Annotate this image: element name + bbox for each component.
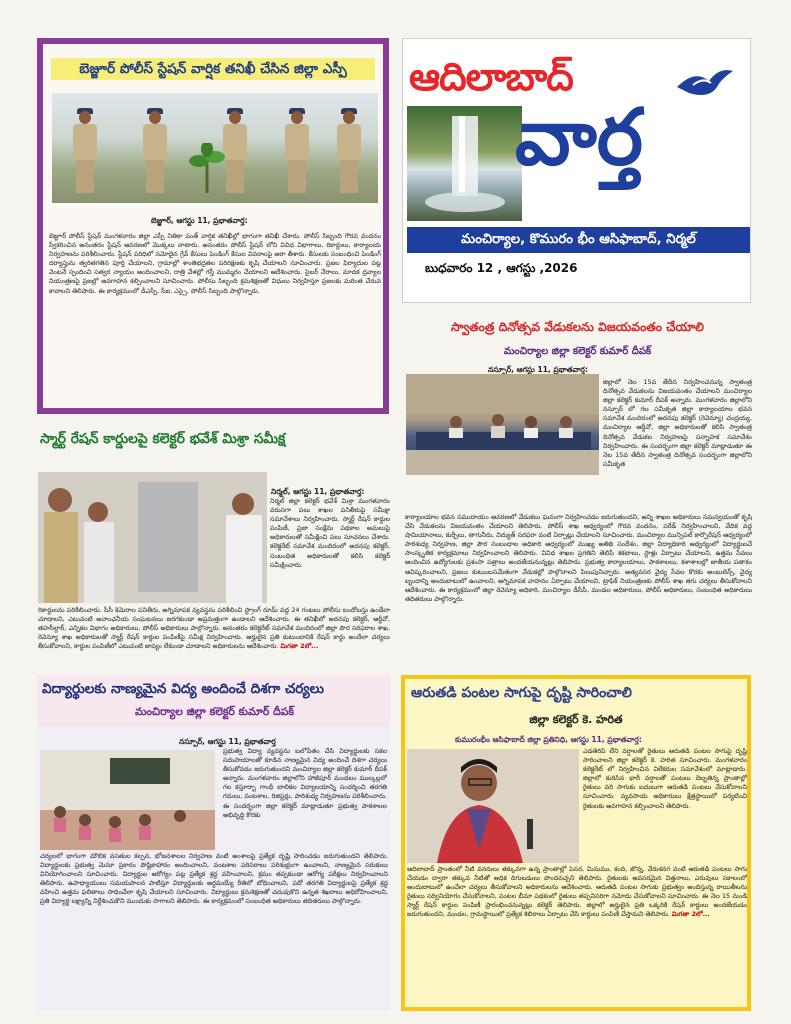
districts-band: [407, 227, 750, 253]
article-police-station: [37, 38, 389, 414]
headline: స్మార్ట్ రేషన్ కార్డులపై కలెక్టర్ భవేశ్ మిశ్రా సమీక్ష: [40, 431, 286, 447]
dateline: కుమురంభీం ఆసిఫాబాద్ జిల్లా ప్రతినిధి, ఆగస్టు 11, ప్రభాతవార్త:: [455, 735, 642, 744]
headline-banner: [51, 58, 375, 80]
officer-figure: [334, 111, 364, 193]
classroom-scene-icon: [40, 750, 215, 850]
collector-portrait-icon: [407, 749, 579, 863]
meeting-scene-icon: [406, 374, 599, 475]
dateline: నిర్మల్, ఆగస్టు 11, ప్రభాతవార్త:: [271, 487, 365, 496]
article-body-intro: ఎడతెరిపి లేని వర్షాలతో రైతులు ఆరుతడి పంటల సాగుపై దృష్టి సారించాలని జిల్లా కలెక్టర్ కె. హరిత సూచించారు. మంగళవారం కలెక్టరేట్ లో నిర్వహించిన విలేకరుల సమావేశంలో మాట్లాడారు. జిల్లాలో కురిసిన భారీ వర్షాలతో పంటలు దెబ్బతిన్న ప్రాంతాల్లో రైతులు వరి సాగుకు బదులుగా ఆరుతడి పంటలు వేసుకోవాలని సూచించారు. వ్యవసాయ అధికారులు క్షేత్రస్థాయిలో పర్యటించి రైతులకు అవగాహన కల్పించాలని తెలిపారు.: [583, 747, 747, 810]
headline: బెజ్జూర్ పోలీస్ స్టేషన్ వార్షిక తనిఖీ చేసిన జిల్లా ఎస్పీ: [79, 61, 347, 77]
dateline: నస్పూర్, ఆగస్టు 11, ప్రభాతవార్త: [179, 737, 276, 746]
article-body: [407, 865, 747, 1010]
article-body-text: ఆదిలాబాద్ ప్రాంతంలో నీటి వనరులు తక్కువగా ఉన్న ప్రాంతాల్లో పెసర, మినుము, కంది, జొన్న, వేరుశనగ వంటి ఆరుతడి పంటలు సాగు చేయడం ద్వారా తక్కువ నీటితో అధిక దిగుబడులు పొందవచ్చని తెలిపారు. రైతులకు అవసరమైన విత్తనాలు, ఎరువులు సకాలంలో అందుబాటులో ఉంచేలా చర్యలు తీసుకోవాలని అధికారులను ఆదేశించారు. ఆరుతడి పంటల సాగుకు ప్రభుత్వం అందిస్తున్న రాయితీలను రైతులు సద్వినియోగం చేసుకోవాలని, పంటల బీమా పథకంలో రైతులు తప్పనిసరిగా నమోదు చేసుకోవాలని సూచించారు. ఈ నెల 15 నుండి స్మార్ట్ రేషన్ కార్డుల పంపిణీ ప్రారంభించనున్నట్లు కలెక్టర్ తెలిపారు. జిల్లాలో అర్హులైన ప్రతి ఒక్కరికి రేషన్ కార్డులు అందజేయడం జరుగుతుందని, మండల, గ్రామస్థాయిలో ప్రత్యేక శిబిరాలు ఏర్పాటు చేసి కార్డులు పంపిణీ చేస్తామని తెలిపారు.: [407, 865, 747, 919]
article-crops: [401, 675, 751, 1011]
continued-link[interactable]: మిగతా 2లో...: [671, 910, 710, 919]
masthead-varta: వార్త: [515, 93, 643, 183]
article-body-intro: నిర్మల్ జిల్లా కలెక్టర్ భవేశ్ మిశ్రా మంగళవారం వరుసగా పలు శాఖల పనితీరుపై సమీక్షా సమావేశాలు నిర్వహించారు. స్మార్ట్ రేషన్ కార్డుల పంపిణీ, ప్రజా సంక్షేమ పథకాల అమలుపై అధికారులతో సమీక్షించి పలు సూచనలు చేశారు. కలెక్టరేట్ సమావేశ మందిరంలో అదనపు కలెక్టర్, సంబంధిత అధికారులతో కలిసి కలెక్టర్ సమీక్షించారు.: [270, 497, 390, 569]
inspection-photo: [38, 472, 267, 603]
inspection-scene-icon: [38, 472, 267, 603]
dove-icon: [675, 65, 735, 105]
article-body: కార్యాలయాల భవన సముదాయం ఆవరణలో వేడుకలు ఘనంగా నిర్వహించడం జరుగుతుందని, అన్ని శాఖల అధికారులు సమన్వయంతో కృషి చేసి వేడుకలను విజయవంతం చేయాలని తెలిపారు. పోలీస్ శాఖ ఆధ్వర్యంలో గౌరవ వందనం, పరేడ్ నిర్వహించాలని, వేదిక వద్ద షామియానాలు, కుర్చీలు, తాగునీరు, విద్యుత్ సరఫరా వంటి ఏర్పాట్లు చేయాలని సూచించారు. మంచిర్యాల మున్సిపల్ కార్పొరేషన్ ఆధ్వర్యంలో పారిశుధ్య నిర్వహణ, జిల్లా పౌర సంబంధాల అధికారి ఆధ్వర్యంలో ముఖ్య అతిథి సందేశం, జిల్లా విద్యాధికారి ఆధ్వర్యంలో విద్యార్థులచే సాంస్కృతిక కార్యక్రమాలు నిర్వహించాలని తెలిపారు. వివిధ శాఖల ప్రగతిని తెలిపే శకటాలు, స్టాళ్లు ఏర్పాటు చేయాలని, ఉత్తమ సేవలు అందించిన ఉద్యోగులకు ప్రశంసా పత్రాలు అందజేయనున్నట్లు తెలిపారు. ప్రభుత్వ కార్యాలయాలు, పాఠశాలలు, కళాశాలల్లో జాతీయ పతాకం ఆవిష్కరించాలని, ప్రజలు కుటుంబసమేతంగా వేడుకల్లో పాల్గొనాలని పిలుపునిచ్చారు. అత్యవసర వైద్య సేవల కొరకు అంబులెన్స్, వైద్య బృందాన్ని అందుబాటులో ఉంచాలని, అగ్నిమాపక వాహనం ఏర్పాటు చేయాలని, ట్రాఫిక్ నియంత్రణకు పోలీస్ శాఖ తగు చర్యలు తీసుకోవాలని ఆదేశించారు. ఈ కార్యక్రమంలో జిల్లా రెవెన్యూ అధికారి, మంచిర్యాల డీసీపీ, మండల అధికారులు, పోలీస్ అధికారులు, సంబంధిత అధికారులు తదితరులు పాల్గొన్నారు.: [405, 513, 752, 603]
article-body-intro: ప్రభుత్వ విద్యా వ్యవస్థను బలోపేతం చేసి విద్యార్థులకు సకల సదుపాయాలతో కూడిన నాణ్యమైన విద్య అందించే దిశగా చర్యలు తీసుకోవడం జరుగుతుందని మంచిర్యాల జిల్లా కలెక్టర్ కుమార్ దీపక్ అన్నారు. మంగళవారం జిల్లాలోని హాజీపూర్ మండలం ముల్కల్లలో గల కస్తూర్బా గాంధీ బాలికల విద్యాలయాన్ని సందర్శించి తరగతి గదులు, వంటశాల, రిజిస్టర్లు, పారిశుధ్య నిర్వహణను పరిశీలించారు. ఈ సందర్భంగా జిల్లా కలెక్టర్ మాట్లాడుతూ ప్రభుత్వ పాఠశాలల అభివృద్ధి కొరకు: [223, 747, 387, 819]
masthead: [402, 38, 751, 303]
subheadline: మంచిర్యాల జిల్లా కలెక్టర్ కుమార్ దీపక్: [134, 705, 295, 718]
article-body-intro: జిల్లాలో నెల 15వ తేదీన నిర్వహించనున్న స్వాతంత్ర దినోత్సవ వేడుకలను విజయవంతం చేయాలని మంచిర్యాల జిల్లా కలెక్టర్ కుమార్ దీపక్ అన్నారు. మంగళవారం జిల్లాలోని నస్పూర్ లో గల సమీకృత జిల్లా కార్యాలయాల భవన సమావేశ మందిరంలో అదనపు కలెక్టర్ (రెవెన్యూ) చంద్రయ్య, మంచిర్యాల ఆర్డీవో, జిల్లా అధికారులతో కలిసి స్వాతంత్ర దినోత్సవ వేడుకల నిర్వహణపై సన్నాహక సమావేశం నిర్వహించారు. ఈ సందర్భంగా జిల్లా కలెక్టర్ మాట్లాడుతూ ఈ నెల 15వ తేదీన స్వాతంత్ర దినోత్సవ సందర్భంగా జిల్లాలోని సమీకృత: [603, 378, 752, 468]
article-body: చర్యలలో భాగంగా మౌలిక వసతుల కల్పన, భోజనశాలల నిర్వహణ వంటి అంశాలపై ప్రత్యేక దృష్టి సారించడం జరుగుతుందని తెలిపారు. విద్యార్థులకు ప్రభుత్వ మెనూ ప్రకారం పౌష్టికాహారం అందించాలని, వంటశాల పరిసరాలు పరిశుభ్రంగా ఉంచాలని, నాణ్యమైన సరుకులు వినియోగించాలని సూచించారు. విద్యార్థుల ఆరోగ్యం పట్ల ప్రత్యేక శ్రద్ధ వహించాలని, క్రమం తప్పకుండా ఆరోగ్య పరీక్షలు నిర్వహించాలని తెలిపారు. ఉపాధ్యాయులు సమయపాలన పాటిస్తూ విద్యార్థులకు అర్థమయ్యే రీతిలో బోధించాలని, పదో తరగతి విద్యార్థులపై ప్రత్యేక శ్రద్ధ వహించి ఉత్తమ ఫలితాలు సాధించేలా కృషి చేయాలని సూచించారు. విద్యార్థులు క్రమశిక్షణతో చదువుకొని ఉన్నత శిఖరాలు అధిరోహించాలని, ప్రతి విద్యార్థి లక్ష్యాన్ని నిర్దేశించుకొని ముందుకు సాగాలని తెలిపారు. ఈ కార్యక్రమంలో సంబంధిత అధికారులు తదితరులు పాల్గొన్నారు.: [40, 852, 388, 906]
officer-figure: [140, 111, 170, 193]
waterfall-photo: [407, 106, 522, 221]
waterfall-icon: [407, 106, 522, 221]
news-photo: [52, 93, 378, 203]
plant-icon: [187, 143, 227, 193]
continued-link[interactable]: మిగతా 2లో...: [280, 642, 319, 651]
officer-figure: [70, 111, 100, 193]
masthead-title: ఆదిలాబాద్: [409, 55, 573, 100]
headline: స్వాతంత్ర దినోత్సవ వేడుకలను విజయవంతం చేయాలి: [451, 320, 704, 334]
classroom-photo: [40, 750, 215, 850]
meeting-photo: [406, 374, 599, 475]
subheadline: జిల్లా కలెక్టర్ కె. హరిత: [529, 713, 623, 726]
dateline: నస్పూర్, ఆగస్టు 11, ప్రభాతవార్త:: [488, 365, 588, 374]
collector-photo: [407, 749, 579, 863]
article-body: [38, 606, 390, 662]
article-body: బెజ్జూర్ పోలీస్ స్టేషన్ మంగళవారం జిల్లా ఎస్పీ నితికా పంత్ వార్షిక తనిఖీల్లో భాగంగా తనిఖీ చేశారు. పోలీస్ సిబ్బంది గౌరవ వందనం స్వీకరించిన అనంతరం స్టేషన్ ఆవరణలో మొక్కలు నాటారు. అనంతరం పోలీస్ స్టేషన్ లోని వివిధ విభాగాలు, రికార్డులు, కార్యాలయ నిర్వహణను పరిశీలించారు. స్టేషన్ పరిధిలో నమోదైన గ్రేవ్ కేసులు పెండింగ్ కేసుల వివరాలపై ఆరా తీశారు. కేసులకు సంబంధించి పెండింగ్ దర్యాప్తును త్వరితగతిన పూర్తి చేయాలని, గ్రామాల్లో శాంతిభద్రతల పరిరక్షణకు కృషి చేయాలని సూచించారు. ప్రజల ఫిర్యాదుల పట్ల వెంటనే స్పందించి సత్వర న్యాయం అందించాలని, రాత్రి వేళల్లో గస్తీ ముమ్మరం చేయాలని ఆదేశించారు. సైబర్ నేరాలు, మాదక ద్రవ్యాల నియంత్రణపై ప్రజల్లో అవగాహన కల్పించాలని సూచించారు. పోలీసు సిబ్బంది క్రమశిక్షణతో విధులు నిర్వహిస్తూ ప్రజలకు మరింత చేరువ కావాలని తెలిపారు. ఈ కార్యక్రమంలో డీఎస్పీ, సీఐ, ఎస్సై, పోలీస్ సిబ్బంది పాల్గొన్నారు.: [49, 232, 381, 295]
article-education: [37, 675, 390, 1011]
dateline: బెజ్జూర్, ఆగస్టు 11, ప్రభాతవార్త:: [151, 216, 248, 225]
article-body-text: రికార్డులను పరిశీలించారు. సీసీ కెమెరాల పనితీరు, అగ్నిమాపక వ్యవస్థను పరిశీలించి స్ట్రాంగ్ రూమ్ వద్ద 24 గంటలు పోలీసు బందోబస్తు ఉండేలా చూడాలని, ఎటువంటి అవాంఛనీయ సంఘటనలు జరగకుండా అప్రమత్తంగా ఉండాలని ఆదేశించారు. ఈ తనిఖీలో అదనపు కలెక్టర్, ఆర్డీవో, తహసీల్దార్, ఎన్నికల విభాగం అధికారులు, పోలీస్ అధికారులు పాల్గొన్నారు. అనంతరం కలెక్టరేట్ సమావేశ మందిరంలో జిల్లా పౌర సరఫరాల శాఖ, రెవెన్యూ శాఖ అధికారులతో స్మార్ట్ రేషన్ కార్డుల పంపిణీపై సమీక్ష నిర్వహించారు. అర్హులైన ప్రతి కుటుంబానికి రేషన్ కార్డు అందేలా చర్యలు తీసుకోవాలని, కార్డుల పంపిణీలో ఎటువంటి జాప్యం లేకుండా చూడాలని అధికారులను ఆదేశించారు.: [38, 606, 390, 651]
headline: విద్యార్థులకు నాణ్యమైన విద్య అందించే దిశగా చర్యలు: [42, 681, 324, 697]
issue-date: బుధవారం 12 , ఆగస్టు ,2026: [425, 261, 578, 275]
districts-text: మంచిర్యాల, కొమురం భీం ఆసిఫాబాద్, నిర్మల్: [461, 232, 696, 247]
subheadline: మంచిర్యాల జిల్లా కలెక్టర్ కుమార్ దీపక్: [503, 346, 652, 357]
officer-figure: [282, 111, 312, 193]
headline: ఆరుతడి పంటల సాగుపై దృష్టి సారించాలి: [411, 685, 632, 701]
